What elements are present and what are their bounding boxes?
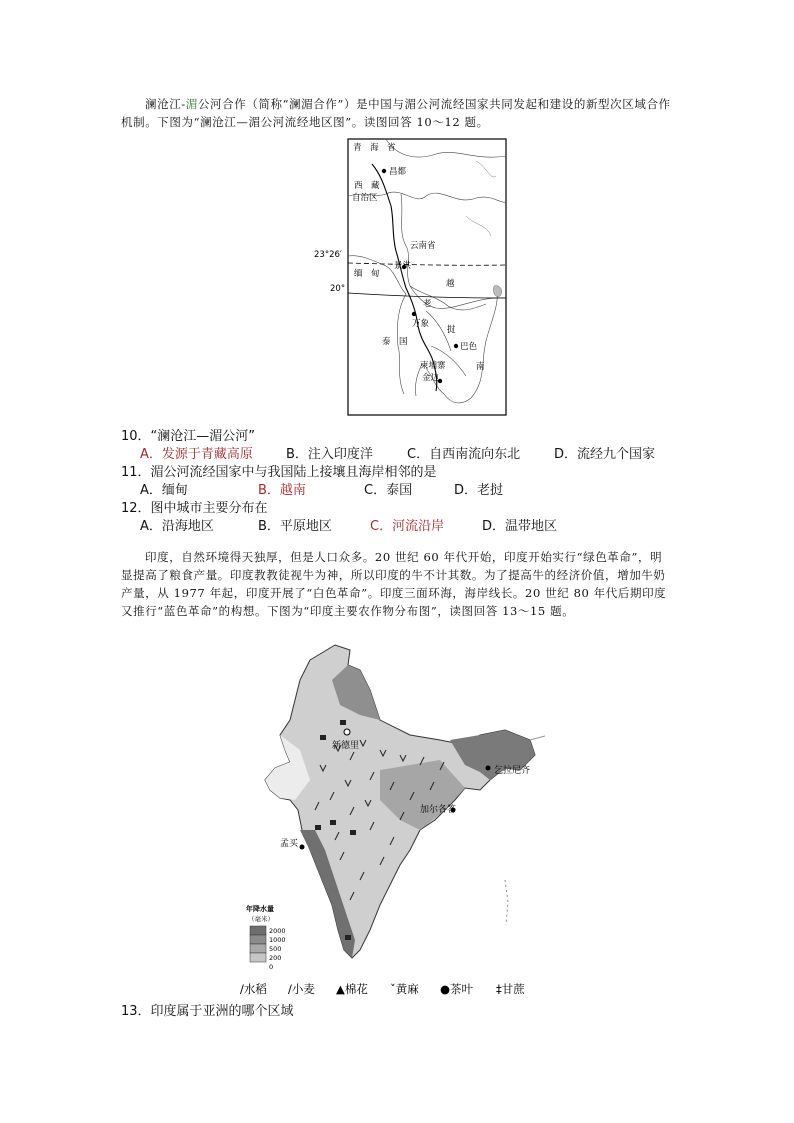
q10-option-a: A．发源于青藏高原 — [140, 447, 253, 462]
city-delhi: 新德里 — [332, 741, 360, 751]
label-lao: 老 — [423, 299, 432, 309]
label-xizang: 西 藏 — [354, 181, 380, 191]
legend-value-0: 0 — [269, 963, 274, 971]
label-qinghai: 青 海 省 — [353, 143, 396, 153]
label-miandian: 缅 甸 — [354, 269, 380, 279]
legend-value-200: 200 — [269, 954, 282, 962]
label-jianpuzhai: 柬埔寨 — [420, 361, 446, 371]
legend-swatch-2000 — [250, 926, 266, 935]
q12-option-c: C．河流沿岸 — [370, 519, 445, 534]
label-baise: 巴色 — [460, 342, 478, 352]
pakse-dot — [454, 344, 458, 348]
label-lat2: 20° — [330, 284, 346, 294]
label-jinbian: 金边 — [422, 373, 440, 383]
legend-swatch-200 — [250, 953, 266, 962]
label-taiguo: 泰 国 — [382, 337, 408, 347]
q10-option-d: D．流经九个国家 — [554, 447, 656, 462]
label-wanxiang: 万象 — [412, 319, 430, 329]
label-yunnan: 云南省 — [410, 241, 436, 251]
q11-option-a: A．缅甸 — [140, 483, 188, 498]
city-itanagar: 乞拉尼齐 — [494, 766, 531, 776]
q12-option-a: A．沿海地区 — [140, 519, 214, 534]
delhi-marker — [344, 729, 350, 735]
intro-paragraph-2: 印度，自然环境得天独厚，但是人口众多。20 世纪 60 年代开始，印度开始实行“绿色革命”，明显提高了粮食产量。印度教教徒视牛为神，所以印度的牛不计其数。为了提高牛的经济价值，增加牛奶产量，从 1977 年起，印度开展了“白色革命”。印度三面环海，海岸线长。20 世纪 80 年代后期印度又推行“蓝色革命”的构想。下图为“印度主要农作物分布图”，读图回答 13～15 题。 — [121, 550, 667, 618]
legend-title-1: 年降水量 — [246, 905, 274, 913]
question-13-stem: 13．印度属于亚洲的哪个区域 — [121, 1004, 294, 1019]
legend-title-2: （毫米） — [248, 915, 274, 923]
q11-option-b: B．越南 — [258, 483, 306, 498]
label-jinghong: 景洪 — [394, 261, 412, 271]
crop-legend-jute: ˇ黄麻 — [390, 982, 419, 996]
city-mumbai: 孟买 — [280, 839, 299, 849]
crop-legend-wheat: /小麦 — [288, 982, 315, 996]
crop-legend-cotton: ▲棉花 — [336, 982, 368, 996]
label-zizhiqu: 自治区 — [352, 193, 378, 203]
q12-option-b: B．平原地区 — [258, 519, 332, 534]
label-wo: 挝 — [447, 325, 456, 335]
city-kolkata: 加尔各答 — [420, 805, 457, 815]
legend-value-1000: 1000 — [269, 936, 286, 944]
label-nan: 南 — [476, 362, 485, 372]
question-12-stem: 12．图中城市主要分布在 — [121, 501, 268, 516]
lancang-mekong-map — [314, 136, 510, 419]
crop-legend — [240, 982, 525, 996]
intro1-text-highlight: 湄 — [185, 97, 198, 111]
q10-option-c: C．自西南流向东北 — [407, 447, 521, 462]
india-crops-map — [240, 640, 550, 1002]
vientiane-dot — [412, 312, 416, 316]
crop-legend-tea: ●茶叶 — [440, 982, 474, 996]
legend-value-2000: 2000 — [269, 927, 286, 935]
mumbai-marker — [300, 845, 305, 850]
intro-paragraph-1 — [121, 95, 673, 131]
label-yue: 越 — [446, 279, 455, 289]
rainfall-legend — [246, 904, 286, 971]
label-lat1: 23°26′ — [314, 250, 342, 260]
legend-value-500: 500 — [269, 945, 282, 953]
q12-option-d: D．温带地区 — [482, 519, 558, 534]
crop-legend-rice: /水稻 — [240, 982, 267, 996]
itanagar-marker — [486, 766, 491, 771]
q10-option-b: B．注入印度洋 — [286, 447, 373, 462]
crop-legend-sugarcane: ‡甘蔗 — [496, 982, 525, 996]
map2-border-ext — [240, 640, 545, 740]
question-10-stem: 10．“澜沧江—湄公河” — [121, 429, 256, 444]
legend-swatch-1000 — [250, 935, 266, 944]
andaman-islands — [505, 880, 508, 925]
intro1-text-a: 澜沧江- — [145, 97, 186, 111]
question-11-stem: 11．湄公河流经国家中与我国陆上接壤且海岸相邻的是 — [121, 465, 437, 480]
intro1-text-b: 公河合作（简称“澜湄合作”）是中国与湄公河流经国家共同发起和建设的新型次区域合作机制。下图为“澜沧江—湄公河流经地区图”。读图回答 10～12 题。 — [121, 97, 671, 129]
legend-swatch-500 — [250, 944, 266, 953]
label-changdu: 昌都 — [389, 167, 407, 177]
q11-option-d: D．老挝 — [454, 483, 504, 498]
changdu-dot — [382, 169, 386, 173]
q11-option-c: C．泰国 — [364, 483, 413, 498]
